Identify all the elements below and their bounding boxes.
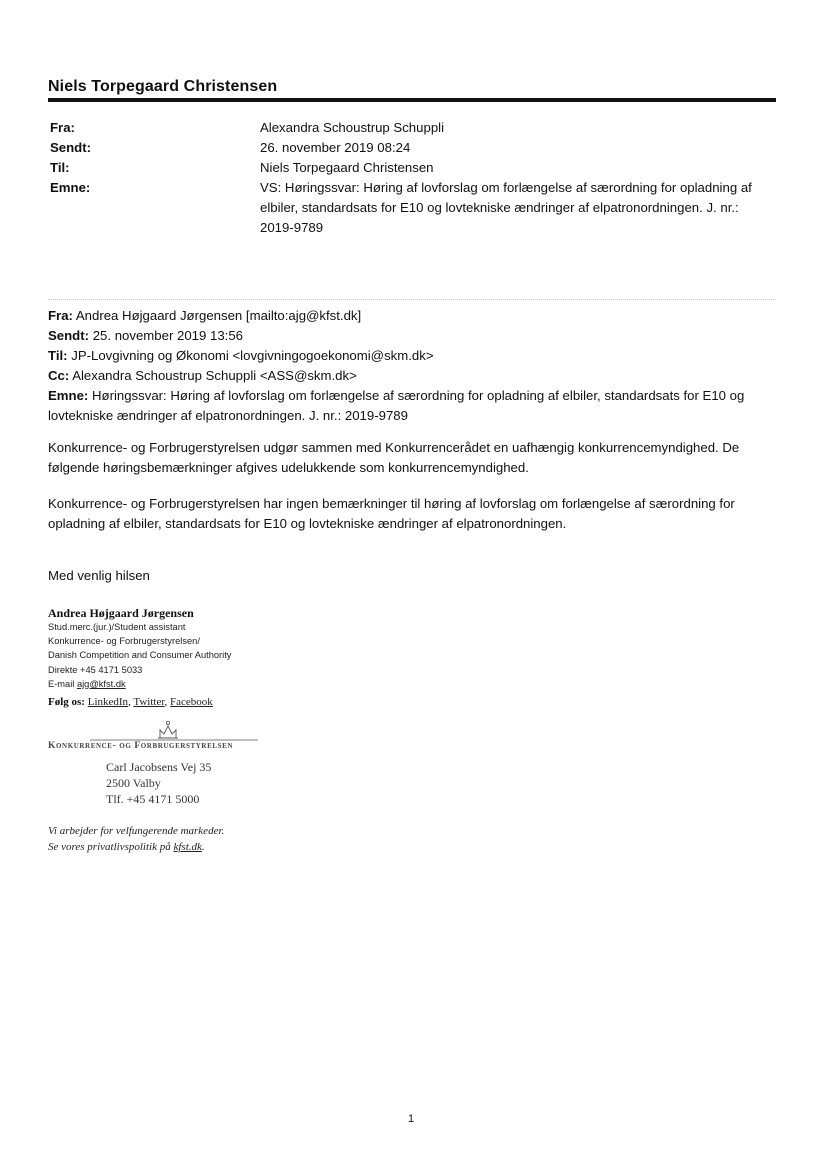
body-paragraph-2: Konkurrence- og Forbrugerstyrelsen har ingen bemærkninger til høring af lovforslag om forlængelse af særordning for opladning af elbiler, standardsats for E10 og lovtekniske ændringer af elpatronordningen. <box>48 496 735 531</box>
linkedin-link[interactable]: LinkedIn <box>87 696 129 709</box>
header-value: 26. november 2019 08:24 <box>260 140 411 155</box>
title-rule <box>48 98 776 102</box>
fwd-subject-label: Emne: <box>48 388 89 403</box>
motto <box>48 823 224 855</box>
page-title: Niels Torpegaard Christensen <box>48 78 278 95</box>
forwarded-header <box>48 306 773 426</box>
logo-text: Konkurrence- og Forbrugerstyrelsen <box>48 741 234 751</box>
email-header <box>50 118 770 238</box>
fwd-sent <box>48 326 773 346</box>
fwd-subject <box>48 386 773 426</box>
header-key: Emne: <box>50 180 91 195</box>
fwd-sent-value: 25. november 2019 13:56 <box>92 328 244 343</box>
email-link[interactable]: ajg@kfst.dk <box>76 678 126 689</box>
signature-email-row <box>48 677 348 691</box>
fwd-subject-value: Høringssvar: Høring af lovforslag om forlængelse af særordning for opladning af elbiler, standardsats for E10 og lovtekniske ændringer af elpatronordningen. J. nr.: 2019-9789 <box>48 388 745 423</box>
follow-us: Følg os: LinkedIn, Twitter, Facebook <box>48 696 213 709</box>
signature-title: Stud.merc.(jur.)/Student assistant <box>48 622 186 632</box>
motto-suffix: . <box>201 841 205 853</box>
signature-org-da: Konkurrence- og Forbrugerstyrelsen/ <box>48 636 200 647</box>
fwd-to <box>48 346 773 366</box>
signature-org-en: Danish Competition and Consumer Authority <box>48 650 232 661</box>
fwd-cc <box>48 366 773 386</box>
fwd-to-label: Til: <box>48 348 68 363</box>
separator-line <box>48 299 776 301</box>
header-row-subject <box>50 178 770 238</box>
fwd-sent-label: Sendt: <box>48 328 90 343</box>
page-number: 1 <box>408 1113 415 1125</box>
motto-prefix: Se vores privatlivspolitik på <box>48 841 174 853</box>
header-key: Til: <box>50 160 70 175</box>
privacy-link[interactable]: kfst.dk <box>173 841 202 853</box>
facebook-link[interactable]: Facebook <box>170 696 213 709</box>
header-value: Alexandra Schoustrup Schuppli <box>260 120 445 135</box>
header-value: VS: Høringssvar: Høring af lovforslag om forlængelse af særordning for opladning af elbiler, standardsats for E10 og lovtekniske ændringer af elpatronordningen. J. nr.: 2019-9789 <box>260 180 752 235</box>
motto-line-2 <box>48 839 224 855</box>
header-row-to <box>50 158 770 178</box>
header-row-from <box>50 118 770 138</box>
signature <box>48 606 348 709</box>
fwd-from-label: Fra: <box>48 308 73 323</box>
follow-label: Følg os: <box>48 696 85 709</box>
header-value: Niels Torpegaard Christensen <box>260 160 434 175</box>
header-key: Fra: <box>50 120 75 135</box>
email-label: E-mail <box>48 678 77 689</box>
address <box>106 759 211 807</box>
signature-direct: Direkte +45 4171 5033 <box>48 664 143 675</box>
motto-line-1: Vi arbejder for velfungerende markeder. <box>48 825 225 837</box>
address-street: Carl Jacobsens Vej 35 <box>106 760 212 774</box>
address-city: 2500 Valby <box>106 776 161 790</box>
fwd-cc-value: Alexandra Schoustrup Schuppli <ASS@skm.dk> <box>72 368 357 383</box>
fwd-cc-label: Cc: <box>48 368 70 383</box>
header-key: Sendt: <box>50 140 92 155</box>
fwd-from-value: Andrea Højgaard Jørgensen [mailto:ajg@kfst.dk] <box>75 308 362 323</box>
signature-name: Andrea Højgaard Jørgensen <box>48 606 194 620</box>
fwd-from <box>48 306 773 326</box>
fwd-to-value: JP-Lovgivning og Økonomi <lovgivningogoekonomi@skm.dk> <box>71 348 434 363</box>
body-paragraph-1: Konkurrence- og Forbrugerstyrelsen udgør sammen med Konkurrencerådet en uafhængig konkurrencemyndighed. De følgende høringsbemærkninger afgives udelukkende som konkurrencemyndighed. <box>48 440 740 475</box>
twitter-link[interactable]: Twitter <box>133 696 165 709</box>
address-phone: Tlf. +45 4171 5000 <box>106 792 200 806</box>
greeting: Med venlig hilsen <box>48 568 150 583</box>
header-row-sent <box>50 138 770 158</box>
